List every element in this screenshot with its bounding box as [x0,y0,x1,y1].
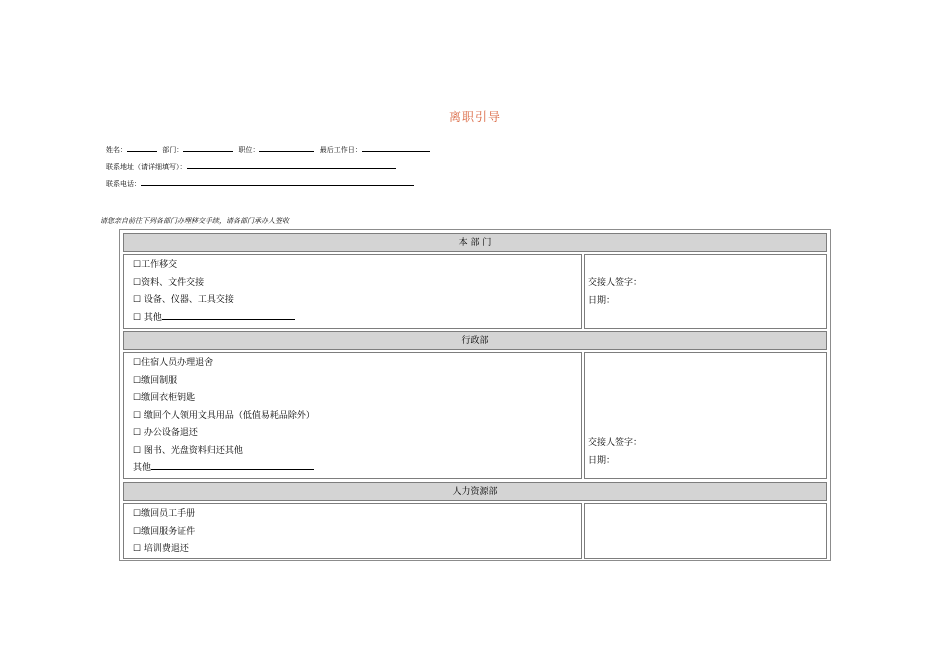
address-label: 联系地址（请详细填写）： [106,163,187,171]
checklist-item[interactable]: ☐ 培训费退还 [133,544,189,554]
position-field[interactable] [259,144,314,152]
phone-label: 联系电话： [106,180,141,188]
other-blank[interactable] [162,310,295,320]
checklist-item[interactable]: ☐缴回服务证件 [133,526,196,537]
date-label: 日期： [588,295,616,306]
checklist-item[interactable]: ☐ 设备、仪器、工具交接 [133,295,234,305]
checklist-item[interactable]: ☐资料、文件交接 [133,277,205,288]
section-header-admin: 行政部 [123,331,827,350]
section-header-hr: 人力资源部 [123,482,827,501]
date-label: 日期： [588,455,616,466]
section-admin-sign [584,352,827,479]
name-field[interactable] [127,144,157,152]
sign-label: 交接人签字： [588,278,643,288]
section-admin-items [123,352,582,479]
other-blank[interactable] [151,460,314,470]
instruction-text: 请您亲自前往下列各部门办理移交手续，请各部门承办人签收 [100,217,289,225]
info-row-2 [106,161,396,172]
checklist-item[interactable]: ☐缴回员工手册 [133,509,196,519]
checklist-item[interactable]: ☐住宿人员办理退舍 [133,358,214,368]
sign-label: 交接人签字： [588,438,643,448]
name-label: 姓名： [106,146,127,154]
phone-field[interactable] [141,178,414,186]
dept-label: 部门： [162,146,184,154]
position-label: 职位： [238,146,260,154]
last-day-label: 最后工作日： [319,146,362,154]
checklist-item-other[interactable]: 其他 [133,460,581,478]
checklist-item[interactable]: ☐缴回制服 [133,375,178,386]
info-row-3 [106,178,414,189]
section-hr-sign [584,503,827,559]
address-field[interactable] [187,161,396,169]
info-row-1 [106,144,430,155]
checklist-item[interactable]: ☐缴回衣柜钥匙 [133,393,196,403]
checklist-item[interactable]: ☐ 缴回个人领用文具用品（低值易耗品除外） [133,410,315,421]
checklist-item[interactable]: ☐ 图书、光盘资料归还其他 [133,445,243,456]
handover-table [119,229,831,561]
last-day-field[interactable] [362,144,430,152]
checklist-item[interactable]: ☐ 办公设备退还 [133,428,198,438]
section-own-dept-items [123,254,582,329]
checklist-item-other[interactable]: ☐ 其他 [133,310,581,328]
section-hr-items [123,503,582,559]
section-header-own-dept: 本 部 门 [123,233,827,252]
section-own-dept-sign [584,254,827,329]
checklist-item[interactable]: ☐工作移交 [133,260,178,270]
dept-field[interactable] [183,144,233,152]
page-title: 离职引导 [448,110,501,124]
